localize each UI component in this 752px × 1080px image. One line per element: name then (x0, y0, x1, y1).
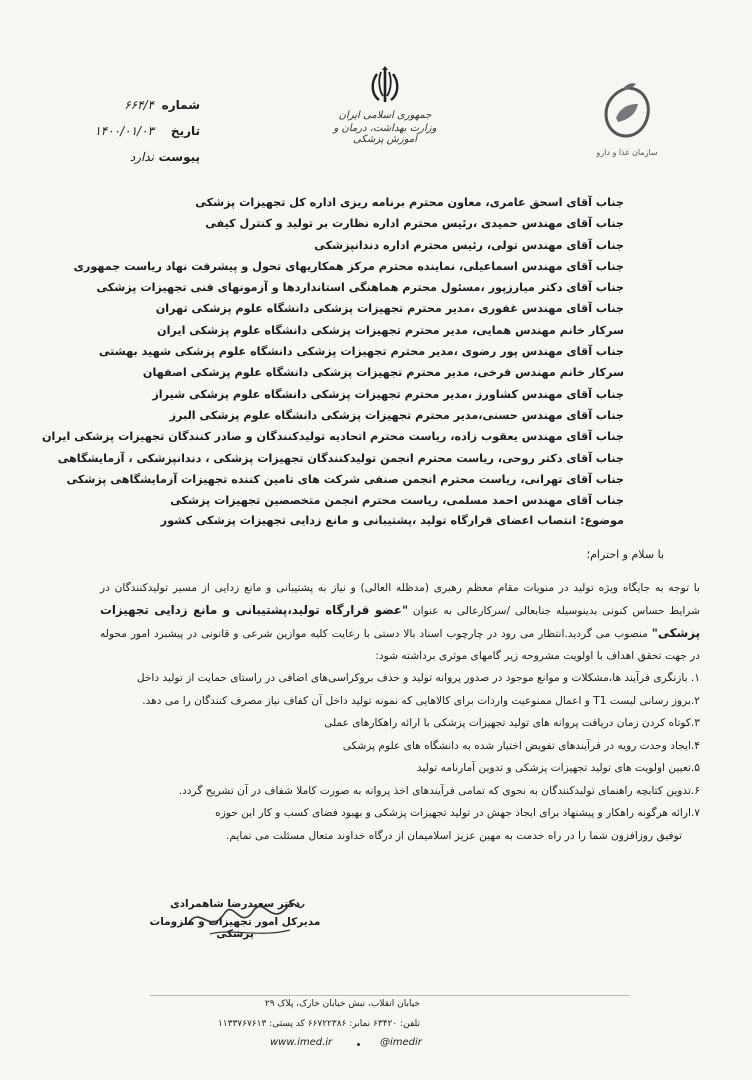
attachment-label: پیوست (158, 150, 200, 164)
signer-name: دکتر سعیدرضا شاهمرادی (169, 898, 301, 910)
recipient-line: سرکار خانم مهندس همایی، مدیر محترم تجهیزات پزشکی دانشگاه علوم پزشکی ایران (157, 323, 624, 337)
date-label: تاریخ (170, 124, 200, 138)
attachment-value: ندارد (129, 150, 154, 164)
recipient-line: جناب آقای دکتر روحی، ریاست محترم انجمن تولیدکنندگان تجهیزات پزشکی ، دندانپزشکی ، آزمایشگاهی (57, 451, 624, 465)
logo-caption: سازمان غذا و دارو (596, 148, 658, 157)
meta-attachment-row (80, 144, 200, 170)
recipient-line: جناب آقای تهرانی، ریاست محترم انجمن صنفی شرکت های تامین کننده تجهیزات آزمایشگاهی پزشکی (66, 472, 624, 486)
recipient-line: جناب آقای اسحق عامری، معاون محترم برنامه ریزی اداره کل تجهیزات پزشکی (195, 196, 624, 209)
appointment-title: "عضو قرارگاه تولید،پشتیبانی و مانع زدایی تجهیزات پزشکی" (100, 603, 700, 640)
emblem-ministry-text: وزارت بهداشت، درمان و آموزش پزشکی (333, 123, 437, 145)
letter-subject: موضوع: انتصاب اعضای قرارگاه تولید ،پشتیبانی و مانع زدایی تجهیزات پزشکی کشور (160, 514, 624, 528)
recipient-line: جناب آقای دکتر میارزپور ،مسئول محترم هماهنگی استانداردها و آزمونهای فنی تجهیزات پزشکی (96, 281, 624, 295)
date-value: ۱۴۰۰/۰۱/۰۳ (94, 124, 154, 138)
footer-website-link[interactable]: www.imed.ir (270, 1037, 333, 1048)
list-item: ۴.ایجاد وحدت رویه در فرآیندهای تفویض اختیار شده به دانشگاه های علوم پزشکی (342, 739, 700, 752)
letter-body (100, 548, 700, 847)
recipient-line: جناب آقای مهندس تولی، رئیس محترم اداره دندانپزشکی (314, 238, 624, 252)
salutation: با سلام و احترام؛ (586, 548, 664, 561)
recipient-line: جناب آقای مهندس اسماعیلی، نماینده محترم مرکز همکاریهای تحول و پیشرفت نهاد ریاست جمهوری (73, 259, 624, 273)
number-label: شماره (161, 98, 200, 112)
emblem-country-text: جمهوری اسلامی ایران (338, 110, 432, 121)
list-item: ۱. بازنگری فرآیند ها،مشکلات و موانع موجود در صدور پروانه تولید و حذف بروکراسی‌های اضافی در راستای حمایت از تولید داخل (136, 672, 700, 684)
ministry-emblem (330, 66, 440, 145)
list-item: ۲.بروز رسانی لیست T1 و اعمال ممنوعیت واردات برای کالاهایی که نمونه تولید داخل آن کفاف نیاز مصرف کنندگان را می دهد. (142, 694, 700, 707)
footer-phones: تلفن: ۶۳۴۲۰ نمابر: ۶۶۷۲۲۳۸۶ کد پستی: ۱۱۳۳۷۶۷۶۱۳ (217, 1019, 420, 1029)
recipient-line: جناب آقای مهندس احمد مسلمی، ریاست محترم انجمن متخصصین تجهیزات پزشکی (170, 494, 624, 508)
recipient-line: جناب آقای مهندس یعقوب زاده، ریاست محترم اتحادیه تولیدکنندگان و صادر کنندگان تجهیزات پزشکی ایران (41, 430, 624, 444)
list-item: ۶.تدوین کتابچه راهنمای تولیدکنندگان به نحوی که تمامی فرآیندهای اخذ پروانه به صورت کاملا شفاف در آن تشریح گردد. (178, 784, 700, 797)
handwritten-signature-icon (180, 884, 310, 954)
priority-items (100, 667, 700, 825)
recipient-line: جناب آقای مهندس حمیدی ،رئیس محترم اداره نظارت بر تولید و کنترل کیفی (205, 217, 624, 231)
recipient-line: جناب آقای مهندس حسنی،مدیر محترم تجهیزات پزشکی دانشگاه علوم پزشکی البرز (169, 408, 624, 422)
list-item: ۳.کوتاه کردن زمان دریافت پروانه های تولید تجهیزات پزشکی با ارائه راهکارهای عملی (324, 717, 700, 729)
footer-separator-dot (357, 1043, 360, 1046)
number-value: ۶۶۴/۴ (124, 98, 154, 112)
recipient-line: سرکار خانم مهندس فرخی، مدیر محترم تجهیزات پزشکی دانشگاه علوم پزشکی اصفهان (142, 366, 624, 380)
iran-emblem-icon (367, 66, 403, 106)
signer-title: مدیرکل امور تجهیزات و ملزومات پزشکی (149, 916, 321, 940)
recipients-list (41, 192, 624, 531)
meta-number-row (80, 92, 200, 118)
closing-line: توفیق روزافزون شما را در راه خدمت به مهین عزیز اسلامیمان از درگاه خداوند متعال مسئلت می نمایم. (225, 829, 682, 842)
list-item: ۵.تعیین اولویت های تولید تجهیزات پزشکی و تدوین آمارنامه تولید (416, 762, 700, 774)
list-item: ۷.ارائه هرگونه راهکار و پیشنهاد برای ایجاد جهش در تولید تجهیزات پزشکی و بهبود فضای کسب و کار این حوزه (215, 807, 700, 819)
main-paragraph (100, 577, 700, 667)
recipient-line: جناب آقای مهندس کشاورز ،مدیر محترم تجهیزات پزشکی دانشگاه علوم پزشکی شیراز (152, 387, 624, 401)
paragraph-text-end: منصوب می گردید.انتظار می رود در چارچوب اسناد بالا دستی با رعایت کلیه موازین شرعی و قانونی در پیشبرد امور محوله در جهت تحقق اهداف با اولویت مشروحه زیر گامهای موثری برداشته شود: (100, 628, 700, 662)
letter-meta (80, 92, 200, 170)
organization-logo (592, 78, 662, 168)
signature-block (140, 898, 330, 940)
paragraph-text-start: با توجه به جایگاه ویژه تولید در منویات مقام معظم رهبری (مدظله العالی) و نیاز به پشتیبانی و مانع زدایی از مسیر تولیدکنندگان در شرایط حساس کنونی بدینوسیله جنابعالی /سرکارعالی به عنوان (100, 582, 701, 617)
recipient-line: جناب آقای مهندس پور رضوی ،مدیر محترم تجهیزات پزشکی دانشگاه علوم پزشکی شهید بهشتی (98, 345, 624, 359)
footer-address: خیابان انقلاب، نبش خیابان خارک، پلاک ۲۹ (264, 999, 420, 1009)
footer-divider (150, 995, 630, 996)
recipient-line: جناب آقای مهندس غفوری ،مدیر محترم تجهیزات پزشکی دانشگاه علوم پزشکی تهران (155, 302, 624, 316)
footer-instagram-link[interactable]: @imedir (380, 1037, 422, 1048)
leaf-logo-icon (592, 78, 662, 148)
meta-date-row (80, 118, 200, 144)
